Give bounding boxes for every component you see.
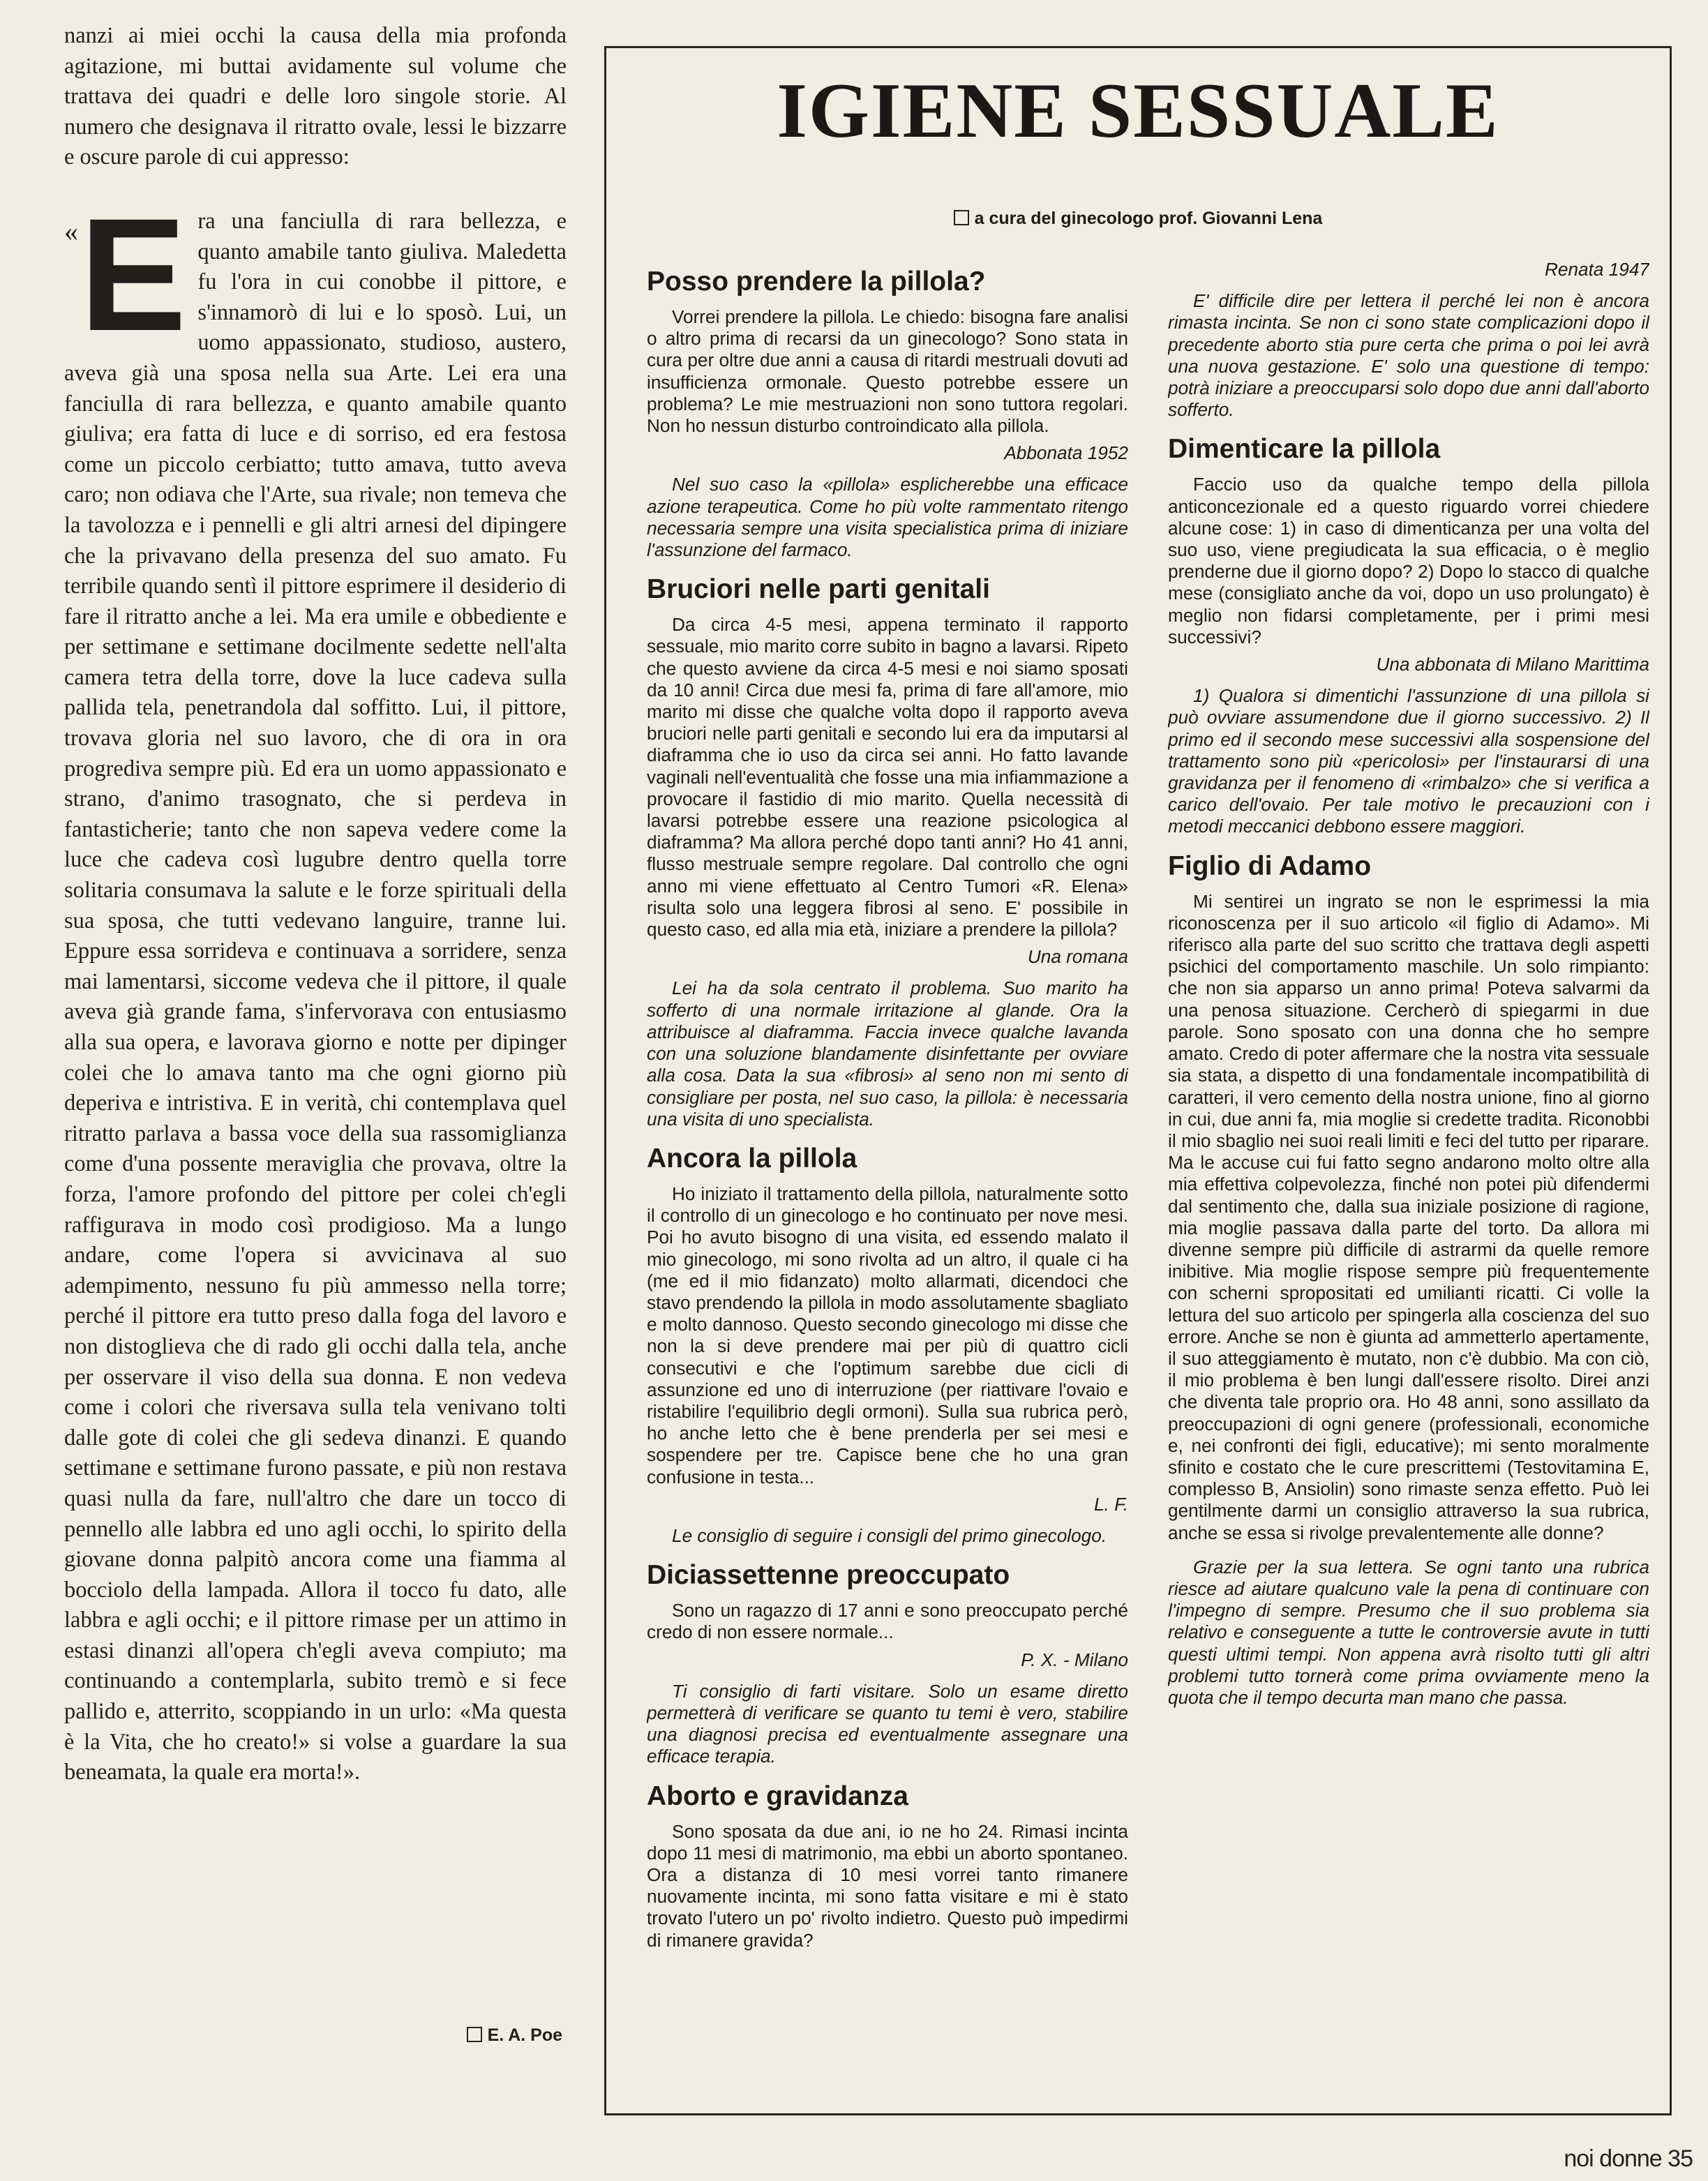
square-bullet-icon — [467, 2027, 482, 2042]
reader-letter: Mi sentirei un ingrato se non le esprimessi la mia riconoscenza per il suo articolo «il figlio di Adamo». Mi riferisco alla parte del suo scritto che trattava degli aspetti psichici del comportamento maschile. Un solo rimpianto: che non sia apparso un anno prima! Poteva salvarmi da una penosa situazione. Cercherò di spiegarmi in due parole. Sono sposato con una donna che ho sempre amato. Credo di poter affermare che la nostra vita sessuale sia stata, a dispetto di una fondamentale incompatibilità di caratteri, il vero cemento della nostra unione, fino al giorno in cui, due anni fa, mia moglie si credette tradita. Riconobbi il mio sbaglio nei suoi reali limiti e feci del tutto per riparare. Ma le accuse cui fui fatto segno andarono molto oltre alla mia effettiva colpevolezza, finché non potei più difendermi dal sentimento che, dalla sua iniziale posizione di ragione, mia moglie passava dalla parte del torto. Da allora mi divenne sempre più difficile di astrarmi da quelle remore inibitive. Mia moglie rispose sempre più frequentemente con scherni spropositati ed umilianti ricatti. Ci volle la lettura del suo articolo per spingerla alla coscienza del suo errore. Anche se non è giunta ad ammetterlo apertamente, il suo atteggiamento è mutato, non c'è dubbio. Ma con ciò, il mio problema è ben lungi dall'essere risolto. Direi anzi che diventa tale proprio ora. Ho 48 anni, sono assillato da preoccupazioni di ogni genere (professionali, economiche e, nei confronti dei figli, educative); mi sento moralmente sfinito e costato che le cure prescrittemi (Testovitamina E, complesso B, Ansiolin) sono rimaste senza effetto. Può lei gentilmente darmi un consiglio attraverso la sua rubrica, anche se essa si rivolge prevalentemente alle donne? — [1168, 890, 1649, 1543]
magazine-name: noi donne — [1564, 2145, 1662, 2172]
reader-letter: Ho iniziato il trattamento della pillola, naturalmente sotto il controllo di un ginecologo e ho continuato per nove mesi. Poi ho avuto bisogno di una visita, ed essendo malato il mio ginecologo, mi sono rivolta ad un altro, il quale ci ha (me ed il mio fidanzato) molto allarmati, dicendoci che stavo prendendo la pillola in modo assolutamente sbagliato e molto dannoso. Questo secondo ginecologo mi disse che non la si deve prendere mai per più di quattro cicli consecutivi e che l'optimum sarebbe due cicli di assunzione ed uno di interruzione (per riattivare l'ovaio e ristabilire l'equilibrio degli ormoni). Sulla sua rubrica però, ho anche letto che è bene prenderla per sei mesi e sospendere per tre. Capisce bene che ho una gran confusione in testa... — [647, 1183, 1128, 1487]
doctor-answer: Nel suo caso la «pillola» esplicherebbe una efficace azione terapeutica. Come ho più volte rammentato ritengo necessaria sempre una visita specialistica prima di iniziare l'assunzione del farmaco. — [647, 474, 1128, 561]
story-body-block — [64, 184, 567, 1788]
reader-letter: Da circa 4-5 mesi, appena terminato il rapporto sessuale, mio marito corre subito in bagno a lavarsi. Ripeto che questo avviene da circa 4-5 mesi e noi siamo sposati da 10 anni! Circa due mesi fa, prima di fare all'amore, mio marito mi disse che qualche volta dopo il rapporto aveva bruciori nelle parti genitali e secondo lui era da imputarsi al diaframma che io uso da circa sei anni. Ho fatto lavande vaginali nell'eventualità che fosse una mia infiammazione a provocare il fastidio di mio marito. Quella necessità di lavarsi potrebbe essere una reazione psicologica al diaframma? Ma allora perché dopo tanti anni? Ho 41 anni, flusso mestruale sempre regolare. Dal controllo che ogni anno mi viene effettuato al Centro Tumori «R. Elena» risulta solo una leggera fibrosi al seno. E' possibile in questo caso, ed alla mia età, iniziare a prendere la pillola? — [647, 614, 1128, 940]
reader-letter: Sono sposata da due ani, io ne ho 24. Rimasi incinta dopo 11 mesi di matrimonio, ma ebbi un aborto spontaneo. Ora a distanza di 10 mesi vorrei tanto rimanere nuovamente incinta, mi sono fatta visitare e mi è stato trovato l'utero un po' rivolto indietro. Questo può impedirmi di rimanere gravida? — [647, 1820, 1128, 1951]
section-title: Ancora la pillola — [647, 1143, 857, 1174]
story-column — [64, 21, 567, 2051]
doctor-answer: Ti consiglio di farti visitare. Solo un esame diretto permetterà di verificare se quanto tu temi è vero, stabilire una diagnosi precisa ed eventualmente assegnare una efficace terapia. — [647, 1680, 1128, 1767]
doctor-answer: Lei ha da sola centrato il problema. Suo marito ha sofferto di una normale irritazione al glande. Ora la attribuisce al diaframma. Faccia invece qualche lavanda con una soluzione blandamente disinfettante per ovviare alla cosa. Data la sua «fibrosi» al seno non mi sento di consigliare per posta, nel suo caso, la pillola: è necessaria una visita di uno specialista. — [647, 977, 1128, 1130]
letter-signature: L. F. — [1093, 1493, 1128, 1515]
middle-column — [647, 253, 1128, 2095]
doctor-answer: Le consiglio di seguire i consigli del primo ginecologo. — [672, 1524, 1107, 1546]
section-title: Dimenticare la pillola — [1168, 434, 1441, 465]
dropcap-letter: E — [80, 184, 187, 364]
column-frame — [604, 46, 1672, 2115]
reader-letter: Vorrei prendere la pillola. Le chiedo: bisogna fare analisi o altro prima di recarsi da un ginecologo? Sono stata in cura per oltre due anni a causa di ritardi mestruali dovuti ad insufficienza ormonale. Questo potrebbe essere un problema? Le mie mestruazioni non sono tuttora regolari. Non ho nessun disturbo controindicato alla pillola. — [647, 306, 1128, 437]
letter-signature: Una abbonata di Milano Marittima — [1376, 654, 1649, 675]
right-column — [1168, 253, 1649, 2095]
letter-signature: Renata 1947 — [1545, 259, 1649, 280]
section-title: Figlio di Adamo — [1168, 850, 1372, 881]
story-intro: nanzi ai miei occhi la causa della mia profonda agitazione, mi buttai avidamente sul volume che trattava dei quadri e delle loro singole storie. Al numero che designava il ritratto ovale, lessi le bizzarre e oscure parole di cui appresso: — [64, 23, 567, 170]
doctor-answer: 1) Qualora si dimentichi l'assunzione di una pillola si può ovviare assumendone due il giorno successivo. 2) Il primo ed il secondo mese successivi alla sospensione del trattamento sono più «pericolosi» per l'instaurarsi di una gravidanza per il fenomeno di «rimbalzo» che si verifica a carico dell'ovaio. Per tale motivo le precauzioni con i metodi meccanici debbono essere maggiori. — [1168, 685, 1649, 837]
section-title: Bruciori nelle parti genitali — [647, 574, 990, 605]
column-title: IGIENE SESSUALE — [777, 68, 1499, 154]
opening-quote: « — [64, 215, 78, 247]
letter-signature: Abbonata 1952 — [1004, 442, 1128, 464]
doctor-answer: Grazie per la sua lettera. Se ogni tanto una rubrica riesce ad aiutare qualcuno vale la pena di continuare con l'impegno di sempre. Presumo che il suo problema sia relativo e conseguente a tutte le controversie avute in tutti questi ultimi tempi. Non appena avrà risolto tutti gli altri problemi tutto tornerà come prima ovviamente meno la quota che il tempo decurta man mano che passa. — [1168, 1556, 1649, 1708]
story-signature: E. A. Poe — [467, 2021, 562, 2051]
reader-letter: Faccio uso da qualche tempo della pillola anticoncezionale ed a questo riguardo vorrei chiedere alcune cose: 1) in caso di dimenticanza per una volta del suo uso, viene pregiudicata la sua efficacia, o è meglio prenderne due il giorno dopo? 2) Dopo lo stacco di qualche mese (consigliato anche da voi, dopo un uso prolungato) è meglio non fidarsi completamente, per i primi mesi successivi? — [1168, 474, 1649, 647]
square-bullet-icon — [954, 210, 969, 225]
section-title: Diciassettenne preoccupato — [647, 1560, 1010, 1591]
page-number: 35 — [1668, 2145, 1693, 2172]
letter-signature: P. X. - Milano — [1021, 1649, 1128, 1670]
letter-signature: Una romana — [1027, 946, 1128, 968]
section-title: Aborto e gravidanza — [647, 1781, 908, 1811]
story-body: ra una fanciulla di rara bellezza, e quanto amabile tanto giuliva. Maledetta fu l'ora in cui conobbe il pittore, e s'innamorò di lui e lo sposò. Lui, un uomo appassionato, studioso, austero, aveva già una sposa nella sua Arte. Lei era una fanciulla di rara bellezza, e quanto amabile quanto giuliva; era fatta di luce e di sorriso, ed era festosa come un piccolo cerbiatto; tutto amava, tutto aveva caro; non odiava che l'Arte, sua rivale; non temeva che la tavolozza e i pennelli e gli altri arnesi del dipingere che la privavano della presenza del suo amato. Fu terribile quando sentì il pittore esprimere il desiderio di fare il ritratto anche a lei. Ma era umile e obbediente e per settimane e settimane docilmente sedette nell'alta camera tetra della torre, dove la luce cadeva sulla pallida tela, penetrandola dal soffitto. Lui, il pittore, trovava gloria nel suo lavoro, che di ora in ora progrediva sempre più. Ed era un uomo appassionato e strano, d'animo trasognato, che si perdeva in fantasticherie; tanto che non sapeva vedere come la luce che cadeva così lugubre dentro quella torre solitaria consumava la salute e le forze spirituali della sua sposa, che tutti vedevano languire, tranne lui. Eppure essa sorrideva e continuava a sorridere, senza mai lamentarsi, siccome vedeva che il pittore, il quale aveva già grande fama, s'infervorava con entusiasmo alla sua opera, e lavorava giorno e notte per dipinger colei che lo amava tanto ma che ogni giorno più deperiva e intristiva. E in verità, chi contemplava quel ritratto parlava a bassa voce della sua rassomiglianza come d'una possente meraviglia che provava, oltre la forza, l'amore profondo del pittore per colei ch'egli raffigurava in modo così prodigioso. Ma a lungo andare, come l'opera si avvicinava al suo adempimento, nessuno fu più ammesso nella torre; perché il pittore era tutto preso dalla foga del lavoro e non distoglieva che di rado gli occhi dalla tela, anche per osservare il viso della sua donna. E non vedeva come i colori che riversava sulla tela venivano tolti dalle gote di colei che gli sedeva dinanzi. E quando settimane e settimane furono passate, e più non restava quasi nulla da fare, null'altro che dare un tocco di pennello alle labbra ed uno agli occhi, lo spirito della giovane donna palpitò ancora come una fiamma al bocciolo della lampada. Allora il tocco fu dato, alle labbra e agli occhi; e il pittore rimase per un attimo in estasi dinanzi all'opera ch'egli aveva compiuto; ma continuando a contemplarla, subito tremò e si fece pallido e, atterrito, scoppiando in un urlo: «Ma questa è la Vita, che ho creato!» si volse a guardare la sua beneamata, la quale era morta!». — [64, 208, 567, 1785]
column-body — [606, 253, 1670, 2095]
section-title: Posso prendere la pillola? — [647, 267, 986, 297]
reader-letter: Sono un ragazzo di 17 anni e sono preoccupato perché credo di non essere normale... — [647, 1600, 1128, 1643]
doctor-answer: E' difficile dire per lettera il perché lei non è ancora rimasta incinta. Se non ci sono state complicazioni dopo il precedente aborto stia pure certa che prima o poi lei avrà una nuova gestazione. E' solo una questione di tempo: potrà iniziare a preoccuparsi solo dopo due anni dall'aborto sofferto. — [1168, 290, 1649, 421]
column-byline: a cura del ginecologo prof. Giovanni Lena — [606, 209, 1670, 229]
page-footer — [1564, 2145, 1693, 2173]
